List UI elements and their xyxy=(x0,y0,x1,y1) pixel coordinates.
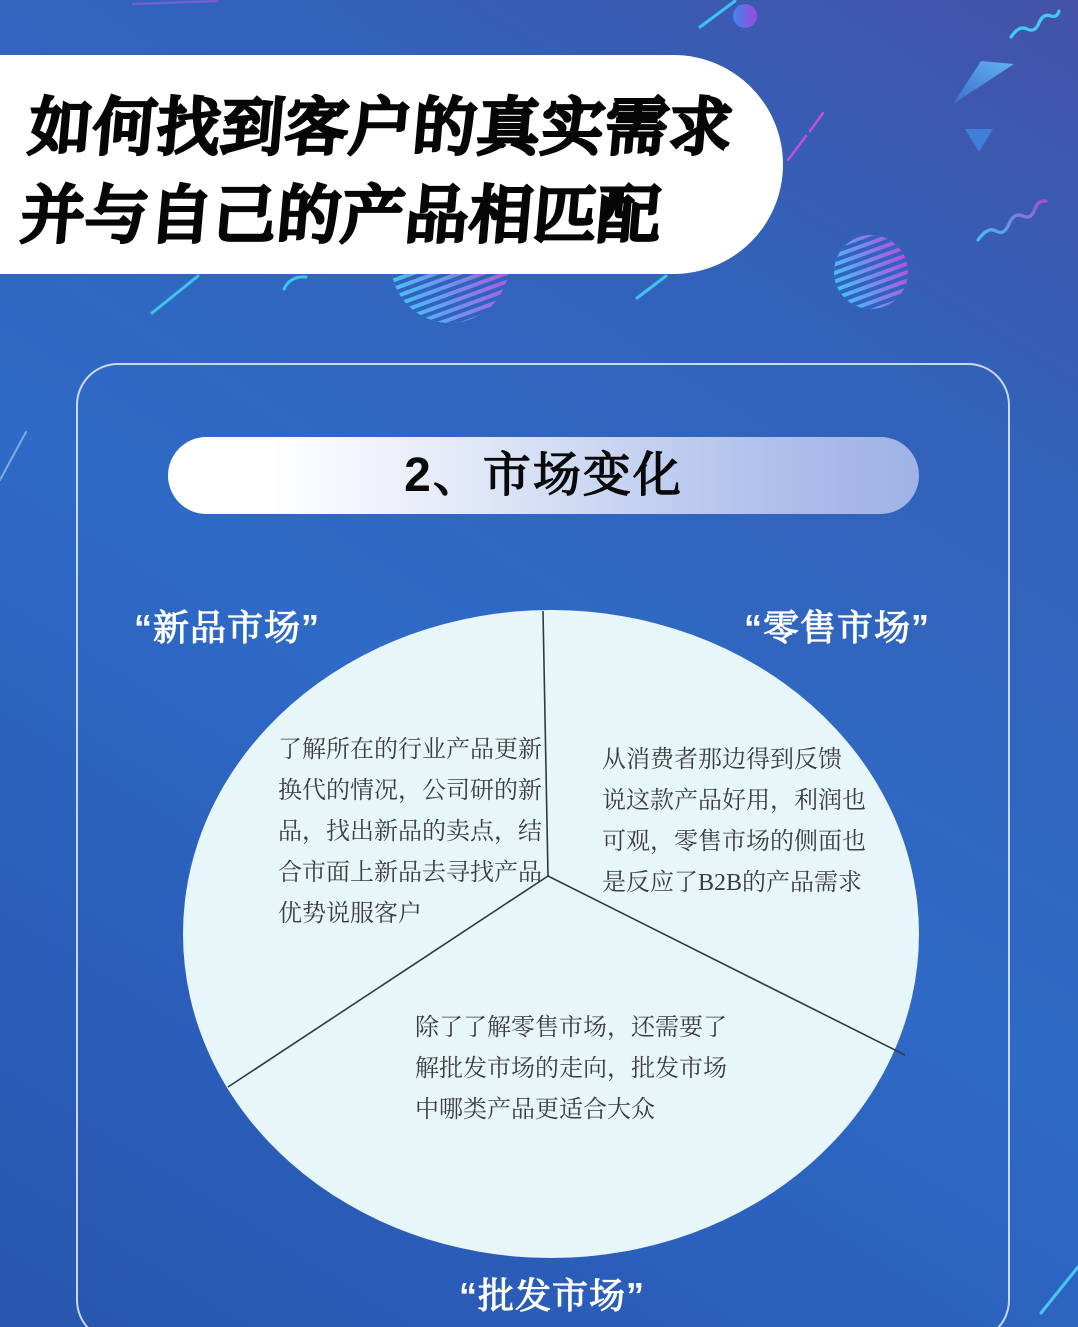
text-line: 说这款产品好用，利润也 xyxy=(602,788,866,814)
poster-title-line2: 并与自己的产品相匹配 xyxy=(18,181,665,251)
poster-title-line1: 如何找到客户的真实需求 xyxy=(26,93,737,163)
section-heading: 2、市场变化 xyxy=(404,449,683,502)
label-retail-market: “零售市场” xyxy=(744,607,931,648)
text-line: 解批发市场的走向，批发市场 xyxy=(415,1056,727,1082)
segment-text-retail xyxy=(602,740,866,904)
segment-text-wholesale xyxy=(415,1008,727,1131)
text-line: 优势说服客户 xyxy=(278,901,422,927)
text-line: 可观，零售市场的侧面也 xyxy=(602,829,866,855)
text-line: 合市面上新品去寻找产品 xyxy=(278,860,542,886)
label-new-product-market: “新品市场” xyxy=(134,607,321,648)
segment-text-new-product xyxy=(278,730,542,935)
text-line: 品，找出新品的卖点，结 xyxy=(278,819,542,845)
text-line: 了解所在的行业产品更新 xyxy=(278,737,542,763)
text-line: 换代的情况，公司研的新 xyxy=(278,778,542,804)
label-wholesale-market: “批发市场” xyxy=(459,1275,646,1316)
text-line: 从消费者那边得到反馈 xyxy=(602,747,842,773)
text-line: 中哪类产品更适合大众 xyxy=(415,1097,655,1123)
text-line: 除了了解零售市场，还需要了 xyxy=(415,1015,727,1041)
text-line: 是反应了B2B的产品需求 xyxy=(602,870,863,896)
